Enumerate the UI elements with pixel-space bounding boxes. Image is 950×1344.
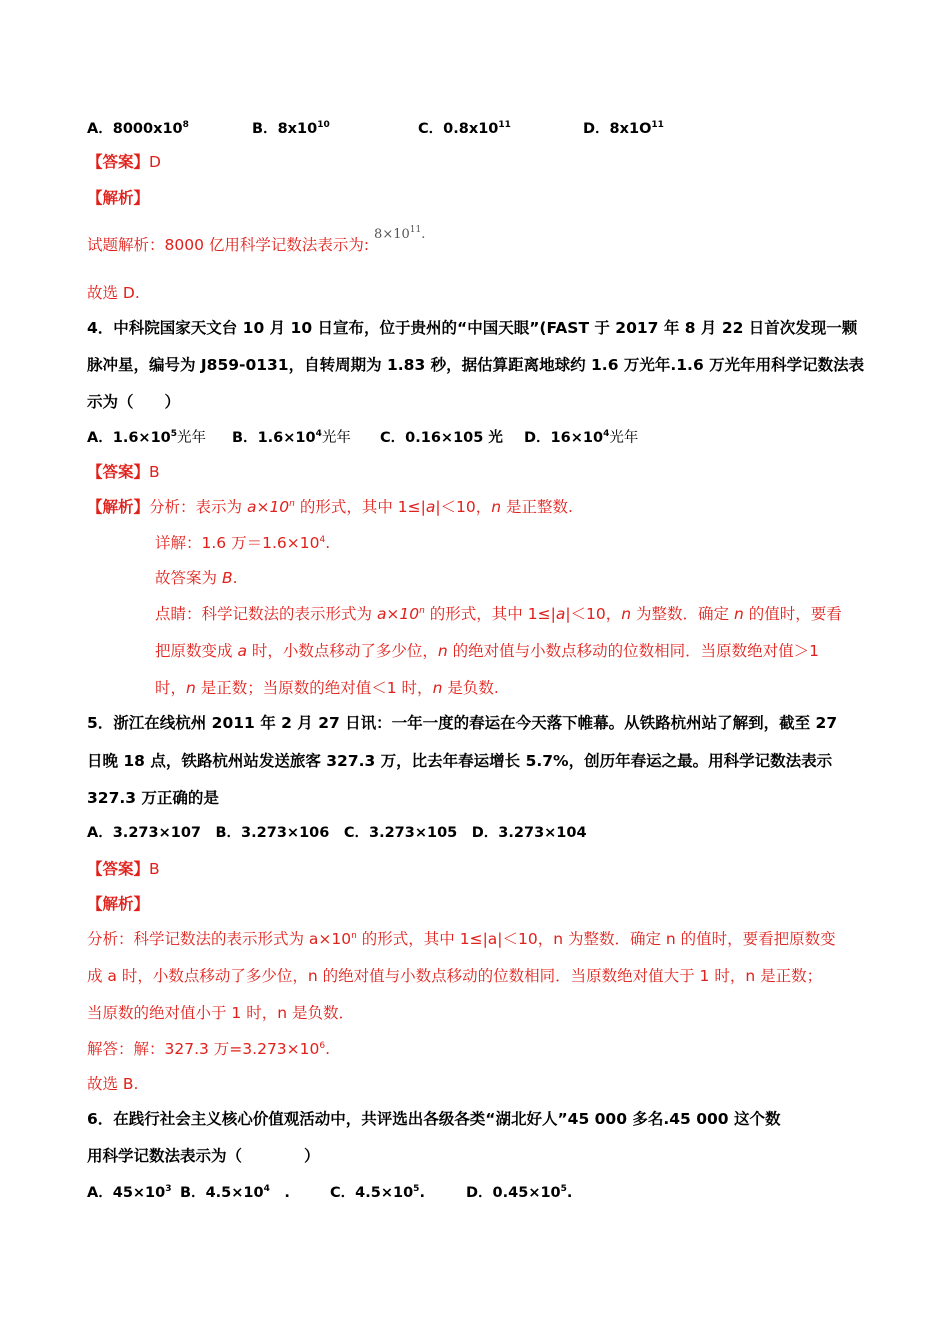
q6-option-b: B．$4.5\times 10^4$ . <box>180 1184 290 1201</box>
q4-analysis: 【解析】分析：表示为 $a\times 10^n$ 的形式，其中 1≤|a|＜10，n 是正整数. <box>87 498 573 516</box>
q3-option-a: A．$8000x10^8$ <box>87 120 189 137</box>
q5-stem-line1: 5．浙江在线杭州 2011 年 2 月 27 日讯：一年一度的春运在今天落下帷幕。从铁路杭州站了解到，截至 27 <box>87 714 838 732</box>
q4-stem-line1: 4．中科院国家天文台 10 月 10 日宣布，位于贵州的“中国天眼”(FAST 于 2017 年 8 月 22 日首次发现一颗 <box>87 319 858 337</box>
q5-analysis-line2: 成 a 时，小数点移动了多少位，n 的绝对值与小数点移动的位数相同．当原数绝对值大于 1 时，n 是正数； <box>87 967 823 985</box>
q5-answer: 【答案】B <box>87 860 160 878</box>
q5-stem-line2: 日晚 18 点，铁路杭州站发送旅客 327.3 万，比去年春运增长 5.7%，创历年春运之最。用科学记数法表示 <box>87 752 833 770</box>
q3-option-d: D．$8x1O^{11}$ <box>583 120 664 137</box>
q4-tip-line1: 点睛：科学记数法的表示形式为 $a\times 10^n$ 的形式，其中 1≤|a|＜10，n 为整数．确定 n 的值时，要看 <box>155 605 842 623</box>
q4-option-d: D．$16\times 10^4$光年 <box>524 429 639 446</box>
q3-answer: 【答案】D <box>87 153 161 171</box>
q3-option-c: C．$0.8x10^{11}$ <box>418 120 511 137</box>
q3-option-b: B．$8x10^{10}$ <box>252 120 330 137</box>
q4-stem-line2: 脉冲星，编号为 J859-0131，自转周期为 1.83 秒，据估算距离地球约 1.6 万光年.1.6 万光年用科学记数法表 <box>87 356 865 374</box>
q4-result: 故答案为 B. <box>155 569 238 587</box>
q4-stem-line3: 示为（ ） <box>87 393 181 411</box>
q4-tip-line3: 时，n 是正数；当原数的绝对值＜1 时，n 是负数. <box>155 679 499 697</box>
q5-conclusion: 故选 B. <box>87 1075 139 1093</box>
q4-option-c: C．0.16×105 光 <box>380 430 503 446</box>
q6-stem-line1: 6．在践行社会主义核心价值观活动中，共评选出各级各类“湖北好人”45 000 多名.45 000 这个数 <box>87 1110 781 1128</box>
q5-analysis-tag: 【解析】 <box>87 895 150 913</box>
q4-tip-line2: 把原数变成 a 时，小数点移动了多少位，n 的绝对值与小数点移动的位数相同．当原数绝对值＞1 <box>155 642 819 660</box>
q5-solution: 解答：解：327.3 万$=3.273\times 10^6$. <box>87 1040 331 1058</box>
q6-option-d: D．$0.45\times 10^5$. <box>466 1184 573 1201</box>
q3-conclusion: 故选 D. <box>87 284 140 302</box>
q3-analysis-text: 试题解析：8000 亿用科学记数法表示为: $^{8\times 10^{11}.}$ <box>87 225 426 254</box>
q4-option-a: A．$1.6\times 10^5$光年 <box>87 429 207 446</box>
q5-analysis-line1: 分析：科学记数法的表示形式为 $a\times 10^n$ 的形式，其中 1≤|a|＜10，n 为整数．确定 n 的值时，要看把原数变 <box>87 930 836 948</box>
q5-stem-line3: 327.3 万正确的是 <box>87 789 219 807</box>
q6-stem-line2: 用科学记数法表示为（ ） <box>87 1147 320 1165</box>
q3-math-expression: 8×1011. <box>374 225 426 242</box>
q4-detail: 详解：1.6 万$=1.6\times 10^4$. <box>155 534 331 552</box>
q4-answer: 【答案】B <box>87 463 160 481</box>
q5-options: A．3.273×107 B．3.273×106 C．3.273×105 D．3.273×104 <box>87 825 587 841</box>
q5-analysis-line3: 当原数的绝对值小于 1 时，n 是负数． <box>87 1004 354 1022</box>
q4-option-b: B．$1.6\times 10^4$光年 <box>232 429 351 446</box>
q3-analysis-tag: 【解析】 <box>87 189 150 207</box>
q6-option-c: C．$4.5\times 10^5$. <box>330 1184 425 1201</box>
q6-option-a: A．$45\times 10^3$ <box>87 1184 172 1201</box>
